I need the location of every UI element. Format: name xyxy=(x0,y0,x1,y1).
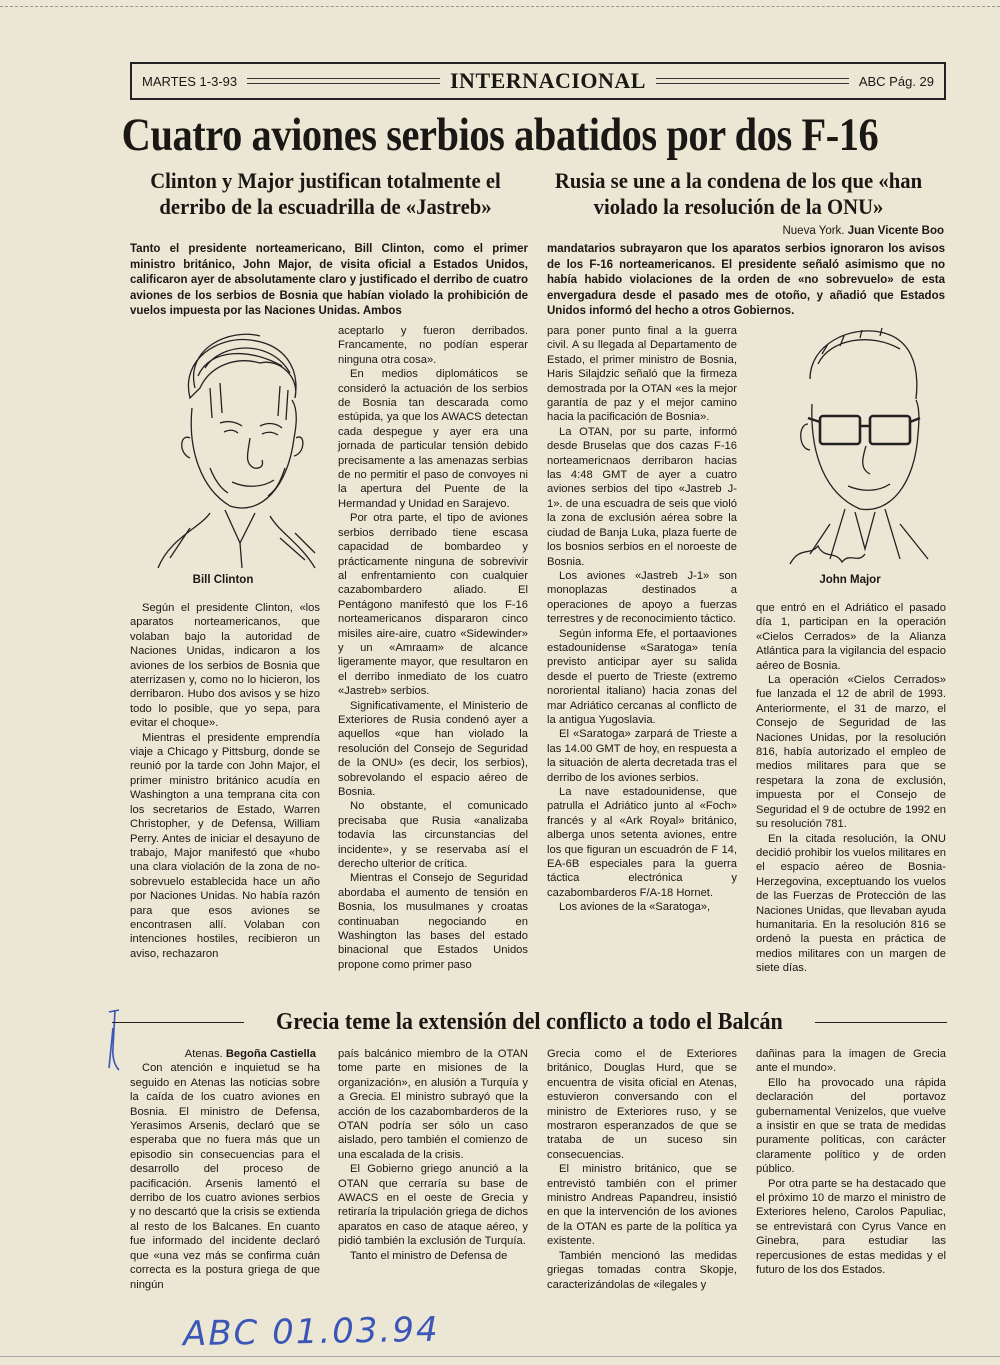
col2-paragraph-2: En medios diplomáticos se consideró la actuación de los serbios de Bosnia tan descarada como estúpida, ya que los AWACS detectan cada despegue y ayer era una jornada de particular tensión debido precisamente a las amenazas serbias de no permitir el paso de convoyes ni la apertura del Puente de la Hermandad y Unidad en Sarajevo. xyxy=(338,368,528,510)
grecia-rule-left xyxy=(112,1022,244,1023)
right-subheadline: Rusia se une a la condena de los que «han violado la resolución de la ONU» xyxy=(554,168,923,219)
col3-paragraph-3: Los aviones «Jastreb J-1» son monoplazas destinados a operaciones de apoyo a fuerzas terrestres y de reconocimiento táctico. xyxy=(547,569,737,626)
grecia-byline-place: Atenas. xyxy=(184,1048,223,1060)
scan-bottom-line xyxy=(0,1356,1000,1357)
caption-major: John Major xyxy=(819,574,881,586)
grecia-column-4 xyxy=(756,1047,946,1278)
header-date: MARTES 1-3-93 xyxy=(142,73,238,89)
left-subheadline: Clinton y Major justifican totalmente el derribo de la escuadrilla de «Jastreb» xyxy=(150,168,501,219)
john-major-portrait-sketch xyxy=(770,324,940,574)
header-page-number: ABC Pág. 29 xyxy=(858,73,934,89)
col3-paragraph-7: Los aviones de la «Saratoga», xyxy=(559,901,711,914)
col3-paragraph-5: El «Saratoga» zarpará de Trieste a las 14.00 GMT de hoy, en respuesta a la situación de alerta decretada tras el derribo de los aviones serbios. xyxy=(547,728,737,784)
grecia-col2-paragraph-2: El Gobierno griego anunció a la OTAN que cerraría su base de AWACS en el oeste de Grecia y retiraría la tripulación griega de dichos aparatos en caso de ataque aéreo, y pidió también la exclusión de Turquía. xyxy=(338,1163,528,1248)
bill-clinton-portrait-sketch xyxy=(150,328,322,574)
grecia-column-2 xyxy=(338,1047,528,1263)
header-rule-right xyxy=(656,78,849,84)
lead-paragraph-right: mandatarios subrayaron que los aparatos serbios ignoraron los avisos de los F-16 norteamericanos. El presidente señaló asimismo que no había habido violaciones de la orden de «no sobrevuelo» de esta envergadura desde el pasado mes de otoño, y añadió que Estados Unidos informó del hecho a otros Gobiernos. xyxy=(547,243,945,318)
grecia-col2-paragraph-3: Tanto el ministro de Defensa de xyxy=(350,1249,508,1262)
section-title: INTERNACIONAL xyxy=(450,68,646,93)
col4-paragraph-3: En la citada resolución, la ONU decidió prohibir los vuelos militares en el espacio aéreo de Bosnia-Herzegovina, exceptuando los vuelos de las Fuerzas de Protección de las Naciones Unidas, que llevaban ayuda humanitaria. En la resolución 816 se ordenó la puesta en práctica de medios militares con un margen de siete días. xyxy=(756,832,946,975)
col2-paragraph-6: Mientras el Consejo de Seguridad abordaba el aumento de tensión en Bosnia, los musulmanes y croatas continuaban negociando en Washington las bases del estado binacional que Estados Unidos propone como primer paso xyxy=(338,872,528,971)
grecia-col3-paragraph-1: Grecia como el de Exteriores británico, Douglas Hurd, que se encuentra de visita oficial en Atenas, estuvieron conversando con el ministro de Exteriores ruso, y se mostraron esperanzados de que se trataba de un suceso sin consecuencias. xyxy=(547,1048,737,1161)
header-rule-left xyxy=(247,78,440,84)
lead-paragraph-left: Tanto el presidente norteamericano, Bill Clinton, como el primer ministro británico, John Major, de visita oficial a Estados Unidos, calificaron ayer de absolutamente claro y justificado el derribo de cuatro aviones de los serbios de Bosnia que habían violado la prohibición de vuelos impuesta por las Naciones Unidas. Ambos xyxy=(130,243,528,318)
article-column-3 xyxy=(547,324,737,915)
article-column-4 xyxy=(756,601,946,976)
byline xyxy=(782,225,944,237)
grecia-headline: Grecia teme la extensión del conflicto a todo el Balcán xyxy=(276,1008,783,1035)
grecia-col3-paragraph-3: También mencionó las medidas griegas tomadas contra Skopje, caracterizándolas de «ilegales y xyxy=(547,1249,737,1291)
grecia-rule-right xyxy=(815,1022,947,1023)
grecia-column-3 xyxy=(547,1047,737,1292)
grecia-col1-paragraph-1: Con atención e inquietud se ha seguido en Atenas las noticias sobre la caída de los cuatro aviones en Bosnia. El ministro de Defensa, Yerasimos Arsenis, declaró que se esperaba que no fuera más que un episodio sin consecuencias para el desarrollo del proceso de pacificación. Arsenis lamentó el derribo de los cuatro aviones serbios y no descartó que la crisis se extienda al resto de los Balcanes. En cuanto fue informado del incidente declaró que «una vez más se confirma cuán correcta es la postura griega de que ningún xyxy=(130,1062,320,1291)
col2-paragraph-5: No obstante, el comunicado precisaba que Rusia «analizaba todavía las circunstancias del incidente», y se reservaba así el derecho ulterior de crítica. xyxy=(338,800,528,871)
page-header-bar xyxy=(130,62,946,100)
grecia-col4-paragraph-1: dañinas para la imagen de Grecia ante el mundo». xyxy=(756,1048,946,1075)
article-column-1 xyxy=(130,601,320,961)
grecia-headline-bar xyxy=(112,1005,947,1039)
grecia-byline xyxy=(130,1047,320,1061)
col2-paragraph-3: Por otra parte, el tipo de aviones serbios derribado tiene escasa capacidad de bombardeo y prácticamente ninguna de sobrevivir al enfrentamiento con cualquier cazabombardero aliado. El Pentágono manifestó que los F-16 norteamericanos dispararon cinco misiles aire-aire, cuatro «Sidewinder» y un «Amraam» de alcance ligeramente mayor, que resultaron en el derribo inmediato de los cuatro «Jastreb» serbios. xyxy=(338,512,528,698)
col3-paragraph-4: Según informa Efe, el portaaviones estadounidense «Saratoga» tenía previsto anticipar ayer su salida desde el puerto de Trieste (extremo nororiental italiano) hacia zonas del mar Adriático cercanas al conflicto de la antigua Yugoslavia. xyxy=(547,627,737,726)
col3-paragraph-1: para poner punto final a la guerra civil. A su llegada al Departamento de Estado, el primer ministro de Bosnia, Haris Silajdzic señaló que la firmeza demostrada por la OTAN «es la mejor garantía de paz y el mejor camino hacia la pacificación de Bosnia». xyxy=(547,325,737,424)
col2-paragraph-1: aceptarlo y fueron derribados. Francamente, no podían esperar ninguna otra cosa». xyxy=(338,325,528,366)
grecia-col4-paragraph-2: Ello ha provocado una rápida declaración del portavoz gubernamental Venizelos, que vuelve a insistir en que se trata de medidas puramente políticas, con carácter claramente político y de orden público. xyxy=(756,1076,946,1176)
grecia-byline-author: Begoña Castiella xyxy=(225,1048,316,1060)
handwritten-date-note: ABC 01.03.94 xyxy=(182,1309,440,1355)
col1-paragraph-1: Según el presidente Clinton, «los aparatos norteamericanos, que volaban bajo la autoridad de Naciones Unidas, indicaron a los aviones de los serbios de Bosnia que aterrizasen y, como no lo hicieron, los derribaron. Hubo dos avisos y se hizo todo lo posible, que yo sepa, para evitar el choque». xyxy=(130,602,320,730)
byline-author: Juan Vicente Boo xyxy=(847,225,944,237)
col4-paragraph-2: La operación «Cielos Cerrados» fue lanzada el 12 de abril de 1993. Anteriormente, el 31 de marzo, el Consejo de Seguridad de las Naciones Unidas, por la resolución 816, había autorizado el empleo de medios militares para que se respetara la zona de exclusión, impuesta por el Consejo de Seguridad el 9 de octubre de 1992 en su resolución 781. xyxy=(756,674,946,831)
scan-edge-line xyxy=(0,6,1000,7)
col4-paragraph-1: que entró en el Adriático el pasado día 1, participan en la operación «Cielos Cerrados» de la Alianza Atlántica para la vigilancia del espacio aéreo de Bosnia. xyxy=(756,602,946,672)
grecia-col4-paragraph-3: Por otra parte se ha destacado que el próximo 10 de marzo el ministro de Exteriores heleno, Carolos Papuliac, se entrevistará con Cyrus Vance en Ginebra, para estudiar las repercusiones de estas medidas y el futuro de los dos Estados. xyxy=(756,1177,946,1277)
main-headline: Cuatro aviones serbios abatidos por dos F-16 xyxy=(121,109,879,161)
col3-paragraph-2: La OTAN, por su parte, informó desde Bruselas que dos cazas F-16 norteamericnaos derribaron hacias las 4:48 GMT de ayer a cuatro aviones serbios del tipo «Jastreb J-1». de una escuadra de seis que violó la zona de exclusión aérea sobre la ciudad de Banja Luka, plaza fuerte de los bosnios serbios en el noroeste de Bosnia. xyxy=(547,425,737,568)
caption-clinton: Bill Clinton xyxy=(192,574,254,586)
article-column-2 xyxy=(338,324,528,972)
grecia-column-1 xyxy=(130,1047,320,1292)
grecia-col3-paragraph-2: El ministro británico, que se entrevistó también con el primer ministro Andreas Papandreu, insistió en que la intervención de los aviones de la OTAN es parte de la política ya existente. xyxy=(547,1163,737,1248)
col2-paragraph-4: Significativamente, el Ministerio de Exteriores de Rusia condenó ayer a aquellos «que han violado la resolución del Consejo de Seguridad de la ONU» (es decir, los serbios), sobrevolando el espacio aéreo de Bosnia. xyxy=(338,699,528,798)
grecia-col2-paragraph-1: país balcánico miembro de la OTAN tome parte en misiones de la organización», en alusión a Turquía y a Grecia. El ministro subrayó que la acción de los cazabombarderos de la OTAN podría ser sólo un caso aislado, pero también el comienzo de una escalada de la crisis. xyxy=(338,1048,528,1161)
byline-place: Nueva York. xyxy=(782,225,845,237)
col3-paragraph-6: La nave estadounidense, que patrulla el Adriático junto al «Foch» francés y al «Ark Royal» británico, alberga unos setenta aviones, entre los que figuran un escuadrón de F 14, EA-6B especiales para la guerra táctica electrónica y cazabombarderos F/A-18 Hornet. xyxy=(547,786,737,899)
col1-paragraph-2: Mientras el presidente emprendía viaje a Chicago y Pittsburg, donde se reunió por la tarde con John Major, el primer ministro británico acudía en Washington a una temprana cita con los secretarios de Estado, Warren Christopher, y de Defensa, William Perry. Antes de iniciar el desayuno de trabajo, Major manifestó que «hubo una clara violación de la zona de no-sobrevuelo establecida hace un año por Naciones Unidas. No había razón para que esos aviones se encontrasen allí. Volaban con intenciones hostiles, recibieron un aviso, rechazaron xyxy=(130,731,320,960)
